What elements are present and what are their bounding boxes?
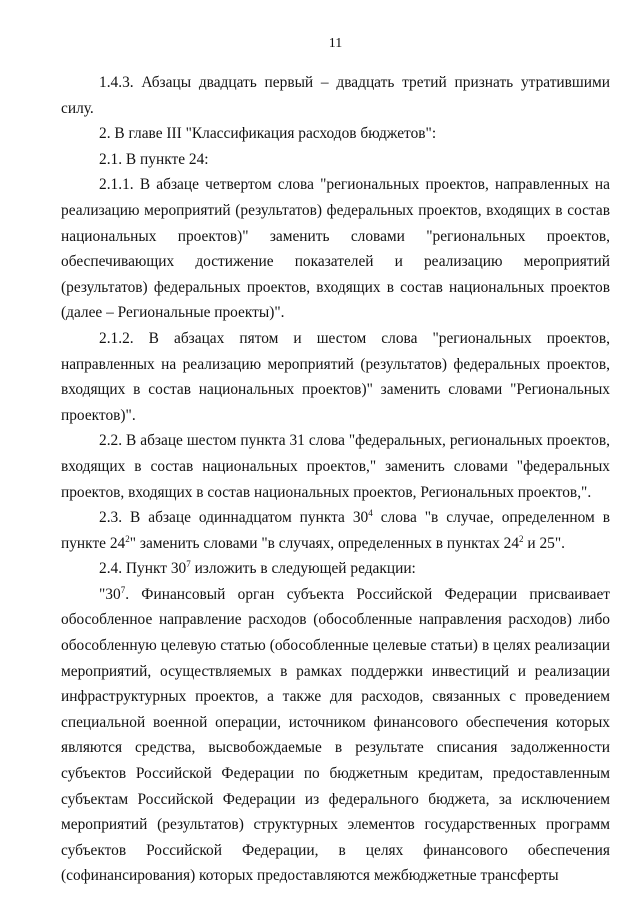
text-run: 2.4. Пункт 30 [99, 560, 187, 578]
text-run: . Финансовый орган субъекта Российской Федерации присваивает обособленное направление расходов (обособленные направления расходов) либо обособленную целевую статью (обособленные целевые статьи) в целях реализации мероприятий, осуществляемых в рамках поддержки инвестиций и реализации инфраструктурных проектов, а также для расходов, связанных с проведением специальной военной операции, источником финансового обеспечения которых являются средства, высвобождаемые в результате списания задолженности субъектов Российской Федерации по бюджетным кредитам, предоставленным субъектам Российской Федерации из федерального бюджета, за исключением мероприятий (результатов) структурных элементов государственных программ субъектов Российской Федерации, в целях финансового обеспечения (софинансирования) которых предоставляются межбюджетные трансферты [61, 585, 610, 885]
text-run: изложить в следующей редакции: [190, 560, 416, 578]
paragraph-2-1-1: 2.1.1. В абзаце четвертом слова "региональных проектов, направленных на реализацию мероприятий (результатов) федеральных проектов, входящих в состав национальных проектов)" заменить словами "региональных проектов, обеспечивающих достижение показателей и реализацию мероприятий (результатов) федеральных проектов, входящих в состав национальных проектов (далее – Региональные проекты)". [61, 176, 610, 322]
paragraph-2-1: 2.1. В пункте 24: [99, 150, 209, 168]
paragraph-1-4-3: 1.4.3. Абзацы двадцать первый – двадцать третий признать утратившими силу. [61, 74, 610, 117]
text-run: " заменить словами "в случаях, определенных в пунктах 24 [129, 534, 520, 552]
text-run: 2.3. В абзаце одиннадцатом пункта 30 [99, 509, 369, 527]
paragraph-2-2: 2.2. В абзаце шестом пункта 31 слова "федеральных, региональных проектов, входящих в состав национальных проектов," заменить словами "федеральных проектов, входящих в состав национальных проектов, Региональных проектов,". [61, 432, 610, 501]
paragraph-2-1-2: 2.1.2. В абзацах пятом и шестом слова "региональных проектов, направленных на реализацию мероприятий (результатов) федеральных проектов, входящих в состав национальных проектов)" заменить словами "Региональных проектов)". [61, 329, 610, 424]
paragraph-2: 2. В главе III "Классификация расходов бюджетов": [99, 125, 437, 143]
paragraph-2-3 [61, 505, 610, 556]
superscript: 7 [120, 584, 126, 595]
text-run: слова "в случае, определенном в пункте 24 [61, 509, 610, 552]
paragraph-30-7 [61, 582, 610, 889]
text-run: и 25". [523, 534, 565, 552]
superscript: 2 [519, 533, 524, 544]
superscript: 4 [368, 508, 373, 519]
page-number: 11 [328, 36, 343, 51]
superscript: 2 [125, 533, 130, 544]
text-run: "30 [99, 585, 121, 603]
superscript: 7 [186, 559, 191, 570]
paragraph-2-4 [61, 556, 610, 582]
